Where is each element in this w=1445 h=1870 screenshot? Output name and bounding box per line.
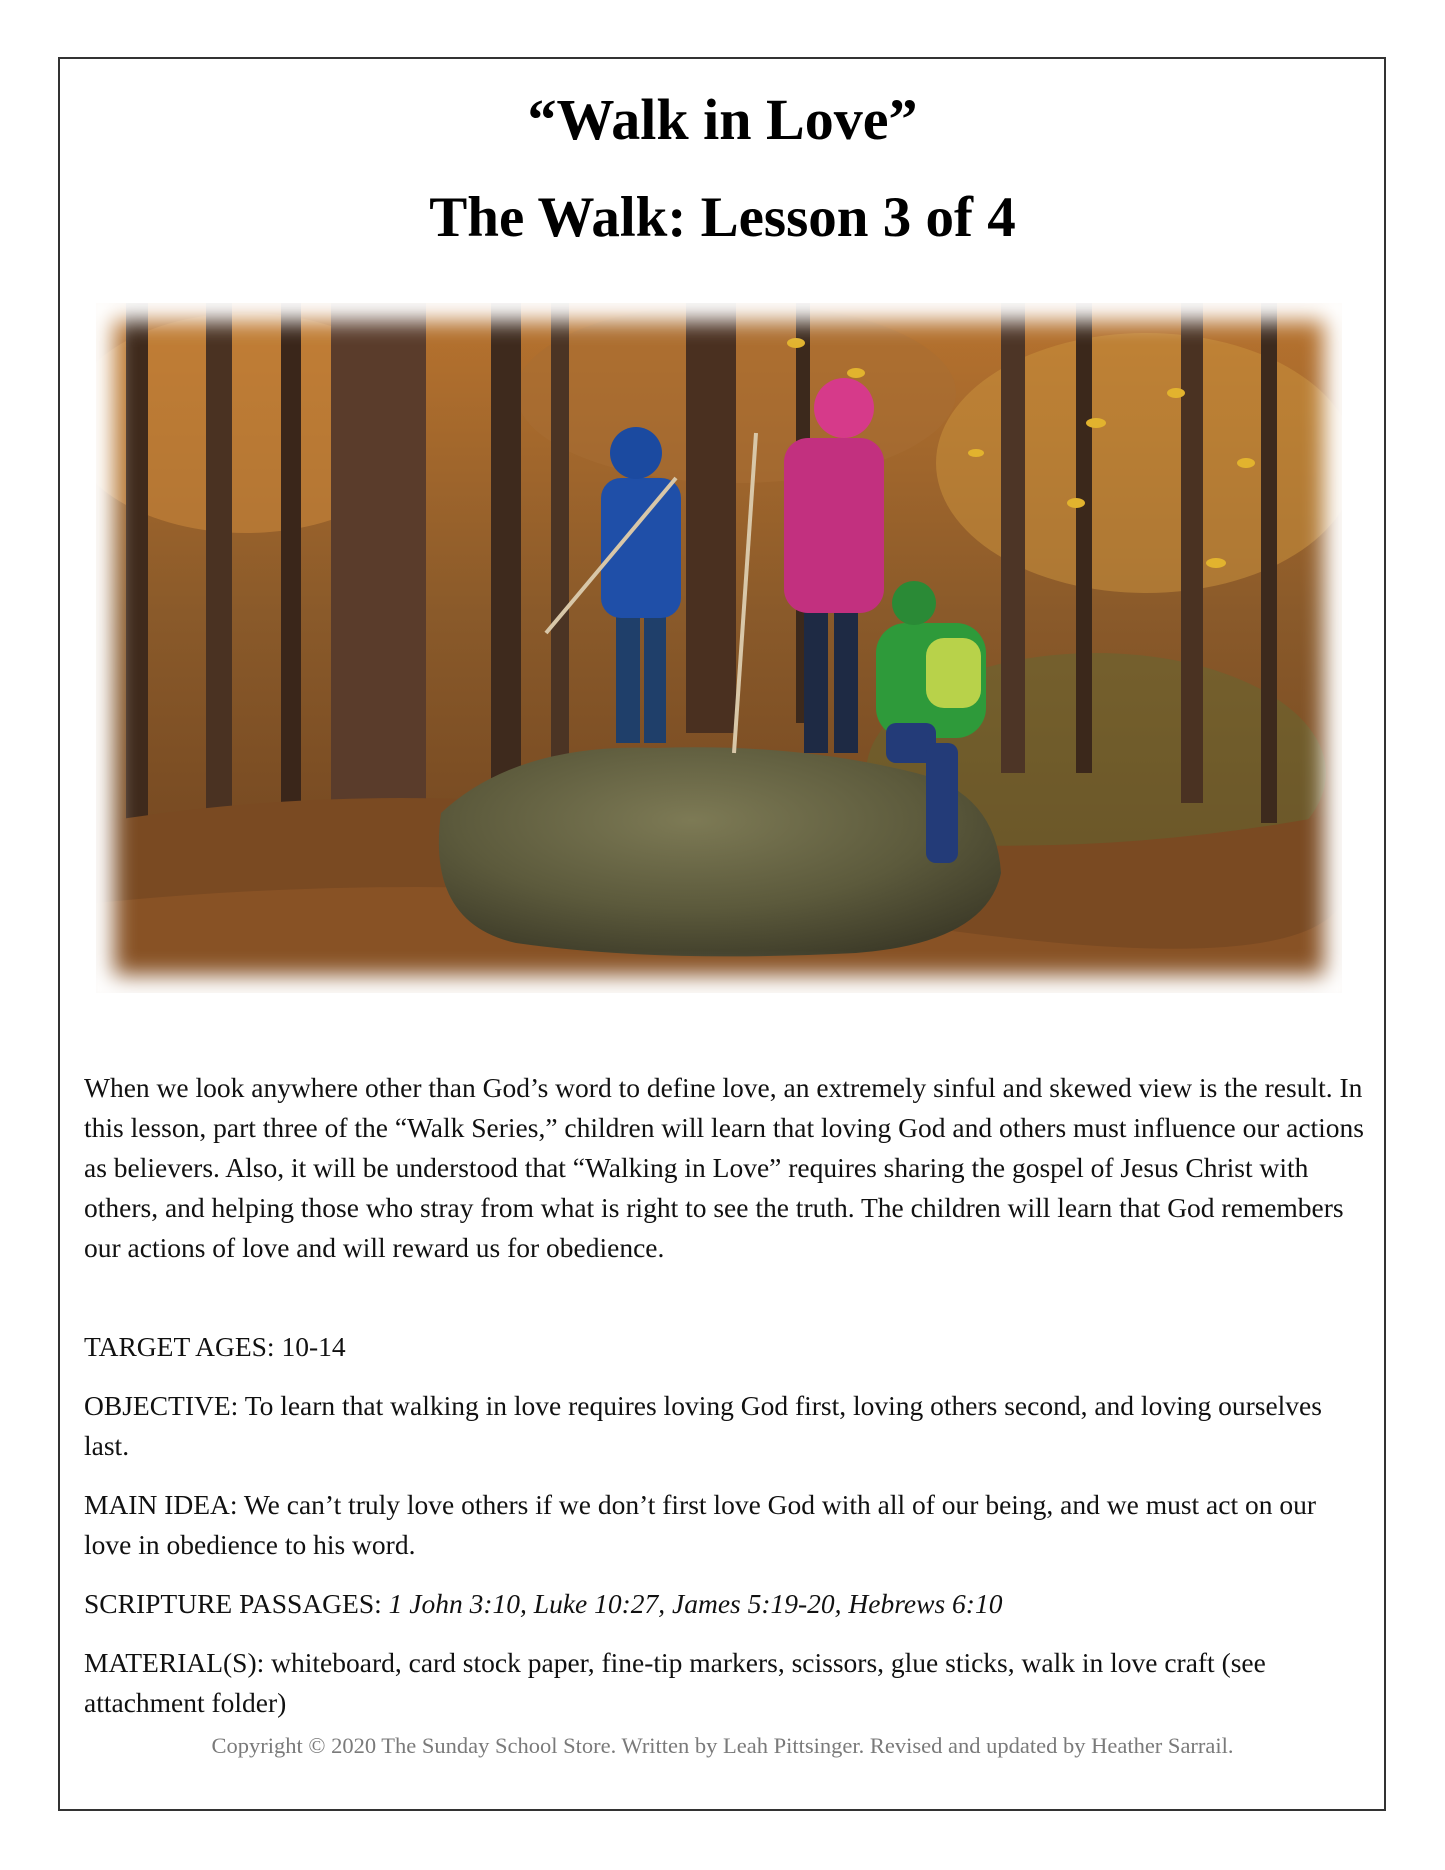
intro-paragraph: When we look anywhere other than God’s word to define love, an extremely sinful and skewed view is the result. In this lesson, part three of the “Walk Series,” children will learn that loving God and others must influence our actions as believers. Also, it will be understood that “Walking in Love” requires sharing the gospel of Jesus Christ with others, and helping those who stray from what is right to see the truth. The children will learn that God remembers our actions of love and will reward us for obedience. <box>84 1072 1365 1263</box>
scripture-passages <box>84 1584 1364 1624</box>
materials-label: MATERIAL(S): <box>84 1647 265 1678</box>
page-subtitle: The Walk: Lesson 3 of 4 <box>429 186 1016 249</box>
forest-children-photo <box>96 303 1342 993</box>
main-idea <box>84 1485 1364 1565</box>
scripture-references: 1 John 3:10, Luke 10:27, James 5:19-20, Hebrews 6:10 <box>388 1588 1003 1619</box>
scripture-label: SCRIPTURE PASSAGES: <box>84 1588 382 1619</box>
target-ages <box>84 1327 1364 1367</box>
objective <box>84 1386 1364 1466</box>
main-idea-value: We can’t truly love others if we don’t first love God with all of our being, and we must act on our love in obedience to his word. <box>84 1489 1317 1560</box>
objective-value: To learn that walking in love requires loving God first, loving others second, and loving ourselves last. <box>84 1390 1322 1461</box>
copyright-footer: Copyright © 2020 The Sunday School Store. Written by Leah Pittsinger. Revised and updated by Heather Sarrail. <box>211 1733 1234 1758</box>
materials-value: whiteboard, card stock paper, fine-tip markers, scissors, glue sticks, walk in love craft (see attachment folder) <box>84 1647 1266 1718</box>
objective-label: OBJECTIVE: <box>84 1390 239 1421</box>
page-title: “Walk in Love” <box>527 87 918 152</box>
target-ages-value: 10-14 <box>281 1331 346 1362</box>
target-ages-label: TARGET AGES: <box>84 1331 275 1362</box>
materials <box>84 1643 1364 1723</box>
main-idea-label: MAIN IDEA: <box>84 1489 238 1520</box>
